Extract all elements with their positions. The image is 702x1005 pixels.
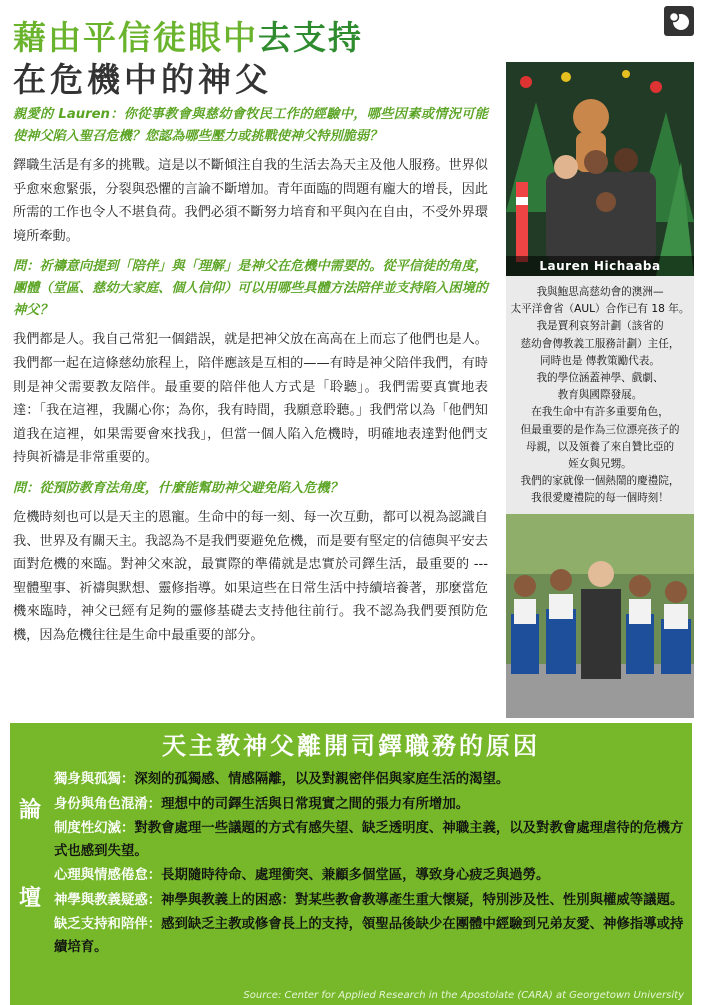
group-photo-icon: [506, 514, 694, 718]
bio-line: 教育與國際發展。: [557, 389, 643, 402]
bio-line: 同時也是 傳教策勵代表。: [540, 354, 660, 367]
answer-2: 我們都是人。我自己常犯一個錯誤，就是把神父放在高高在上而忘了他們也是人。我們都一起在這條慈幼旅程上，陪伴應該是互相的——有時是神父陪伴我們，有時則是神父需要教友陪伴。最重要的陪伴他人方式是「聆聽」。我們需要真實地表達：「我在這裡，我關心你；為你，我有時間，我願意聆聽。」我們常以為「他們知道我在這裡，如果需要會來找我」，但當一個人陷入危機時，明確地表達對他們支持與祈禱是非常重要的。: [13, 332, 488, 466]
forum-item: 獨身與孤獨：深刻的孤獨感、情感隔離，以及對親密伴侶與家庭生活的渴望。: [54, 772, 510, 787]
forum-panel: [10, 723, 692, 1005]
answer-1: 鐸職生活是有多的挑戰。這是以不斷傾注自我的生活去為天主及他人服務。世界似乎愈來愈緊張，分裂與恐懼的言論不斷增加。青年面臨的問題有龐大的增長，因此所需的工作也令人不堪負荷。我們必須不斷努力培育和平與內在自由，不受外界環境所牽動。: [13, 158, 488, 244]
logo-icon: [664, 6, 694, 36]
headline-part-2: 去支持: [258, 18, 363, 57]
question-2: 問：祈禱意向提到「陪伴」與「理解」是神父在危機中需要的。從平信徒的角度，團體（堂區、慈幼大家庭、個人信仰）可以用哪些具體方法陪伴並支持陷入困境的神父？: [13, 259, 488, 319]
students-photo: [506, 514, 694, 718]
bio-line: 母親，以及領養了來自贊比亞的: [525, 440, 675, 453]
headline-line-1: [13, 18, 363, 58]
forum-side-label-2: 壇: [19, 886, 42, 911]
christmas-tree-photo-icon: [506, 62, 694, 276]
bio-line: 慈幼會傳教義工服務計劃）主任，: [520, 337, 680, 350]
forum-item: 身份與角色混淆：理想中的司鐸生活與日常現實之間的張力有所增加。: [54, 796, 470, 812]
answer-3: 危機時刻也可以是天主的恩寵。生命中的每一刻、每一次互動，都可以視為認識自我、世界及有關天主。我認為不是我們要避免危機，而是要有堅定的信德與平安去面對危機的來臨。對神父來說，最實際的準備就是忠實於司鐸生活，最重要的 --- 聖體聖事、祈禱與默想、靈修指導。如果這些在日常生活中持續培養著，那麼當危機來臨時，神父已經有足夠的靈修基礎去支持他往前行。我不認為我們要預防危機，因為危機往往是生命中最重要的部分。: [13, 509, 488, 643]
bio-line: 姪女與兄甥。: [568, 458, 632, 471]
bio-line: 我的學位涵蓋神學、戲劇、: [536, 372, 664, 385]
family-photo: [506, 62, 694, 276]
bio-line: 但最重要的是作為三位漂亮孩子的: [520, 423, 680, 436]
bio-line: 我與鮑思高慈幼會的澳洲—: [536, 286, 664, 298]
interview-column: [13, 104, 488, 656]
headline-line-2: 在危機中的神父: [13, 60, 272, 99]
bio-line: 太平洋會省（AUL）合作已有 18 年。: [510, 303, 690, 316]
bio-line: 我很愛慶禮院的每一個時刻！: [531, 492, 669, 505]
bio-line: 在我生命中有許多重要角色，: [531, 406, 669, 419]
source-note: Source: Center for Applied Research in the Apostolate (CARA) at Georgetown University: [243, 990, 684, 1001]
photo-caption: Lauren Hichaaba: [506, 256, 694, 276]
forum-item: 神學與教義疑惑：神學與教義上的困惑：對某些教會教導產生重大懷疑，特別涉及性、性別與權威等議題。: [54, 892, 684, 908]
forum-title: 天主教神父離開司鐸職務的原因: [162, 732, 540, 760]
forum-items: [54, 769, 684, 961]
bio-line: 我們的家就像一個熱鬧的慶禮院，: [520, 475, 680, 488]
question-3: 問：從預防教育法角度，什麼能幫助神父避免陷入危機？: [13, 480, 343, 496]
question-1: 親愛的 Lauren：你從事教會與慈幼會牧民工作的經驗中，哪些因素或情況可能使神父陷入聖召危機？您認為哪些壓力或挑戰使神父特別脆弱？: [13, 107, 488, 144]
bio-box: [506, 276, 694, 514]
bio-line: 我是賈利哀努計劃（該省的: [536, 320, 664, 333]
forum-item: 制度性幻滅：對教會處理一些議題的方式有感失望、缺乏透明度、神職主義，以及對教會處理虐待的危機方式也感到失望。: [54, 821, 684, 859]
forum-item: 心理與情感倦怠：長期隨時待命、處理衝突、兼顧多個堂區，導致身心疲乏與過勞。: [54, 868, 550, 883]
forum-item: 缺乏支持和陪伴：感到缺乏主教或修會長上的支持，領聖品後缺少在團體中經驗到兄弟友愛、神修指導或持續培育。: [54, 917, 684, 955]
headline-part-1: 藉由平信徒眼中: [13, 18, 258, 57]
forum-side-label-1: 論: [19, 798, 42, 823]
